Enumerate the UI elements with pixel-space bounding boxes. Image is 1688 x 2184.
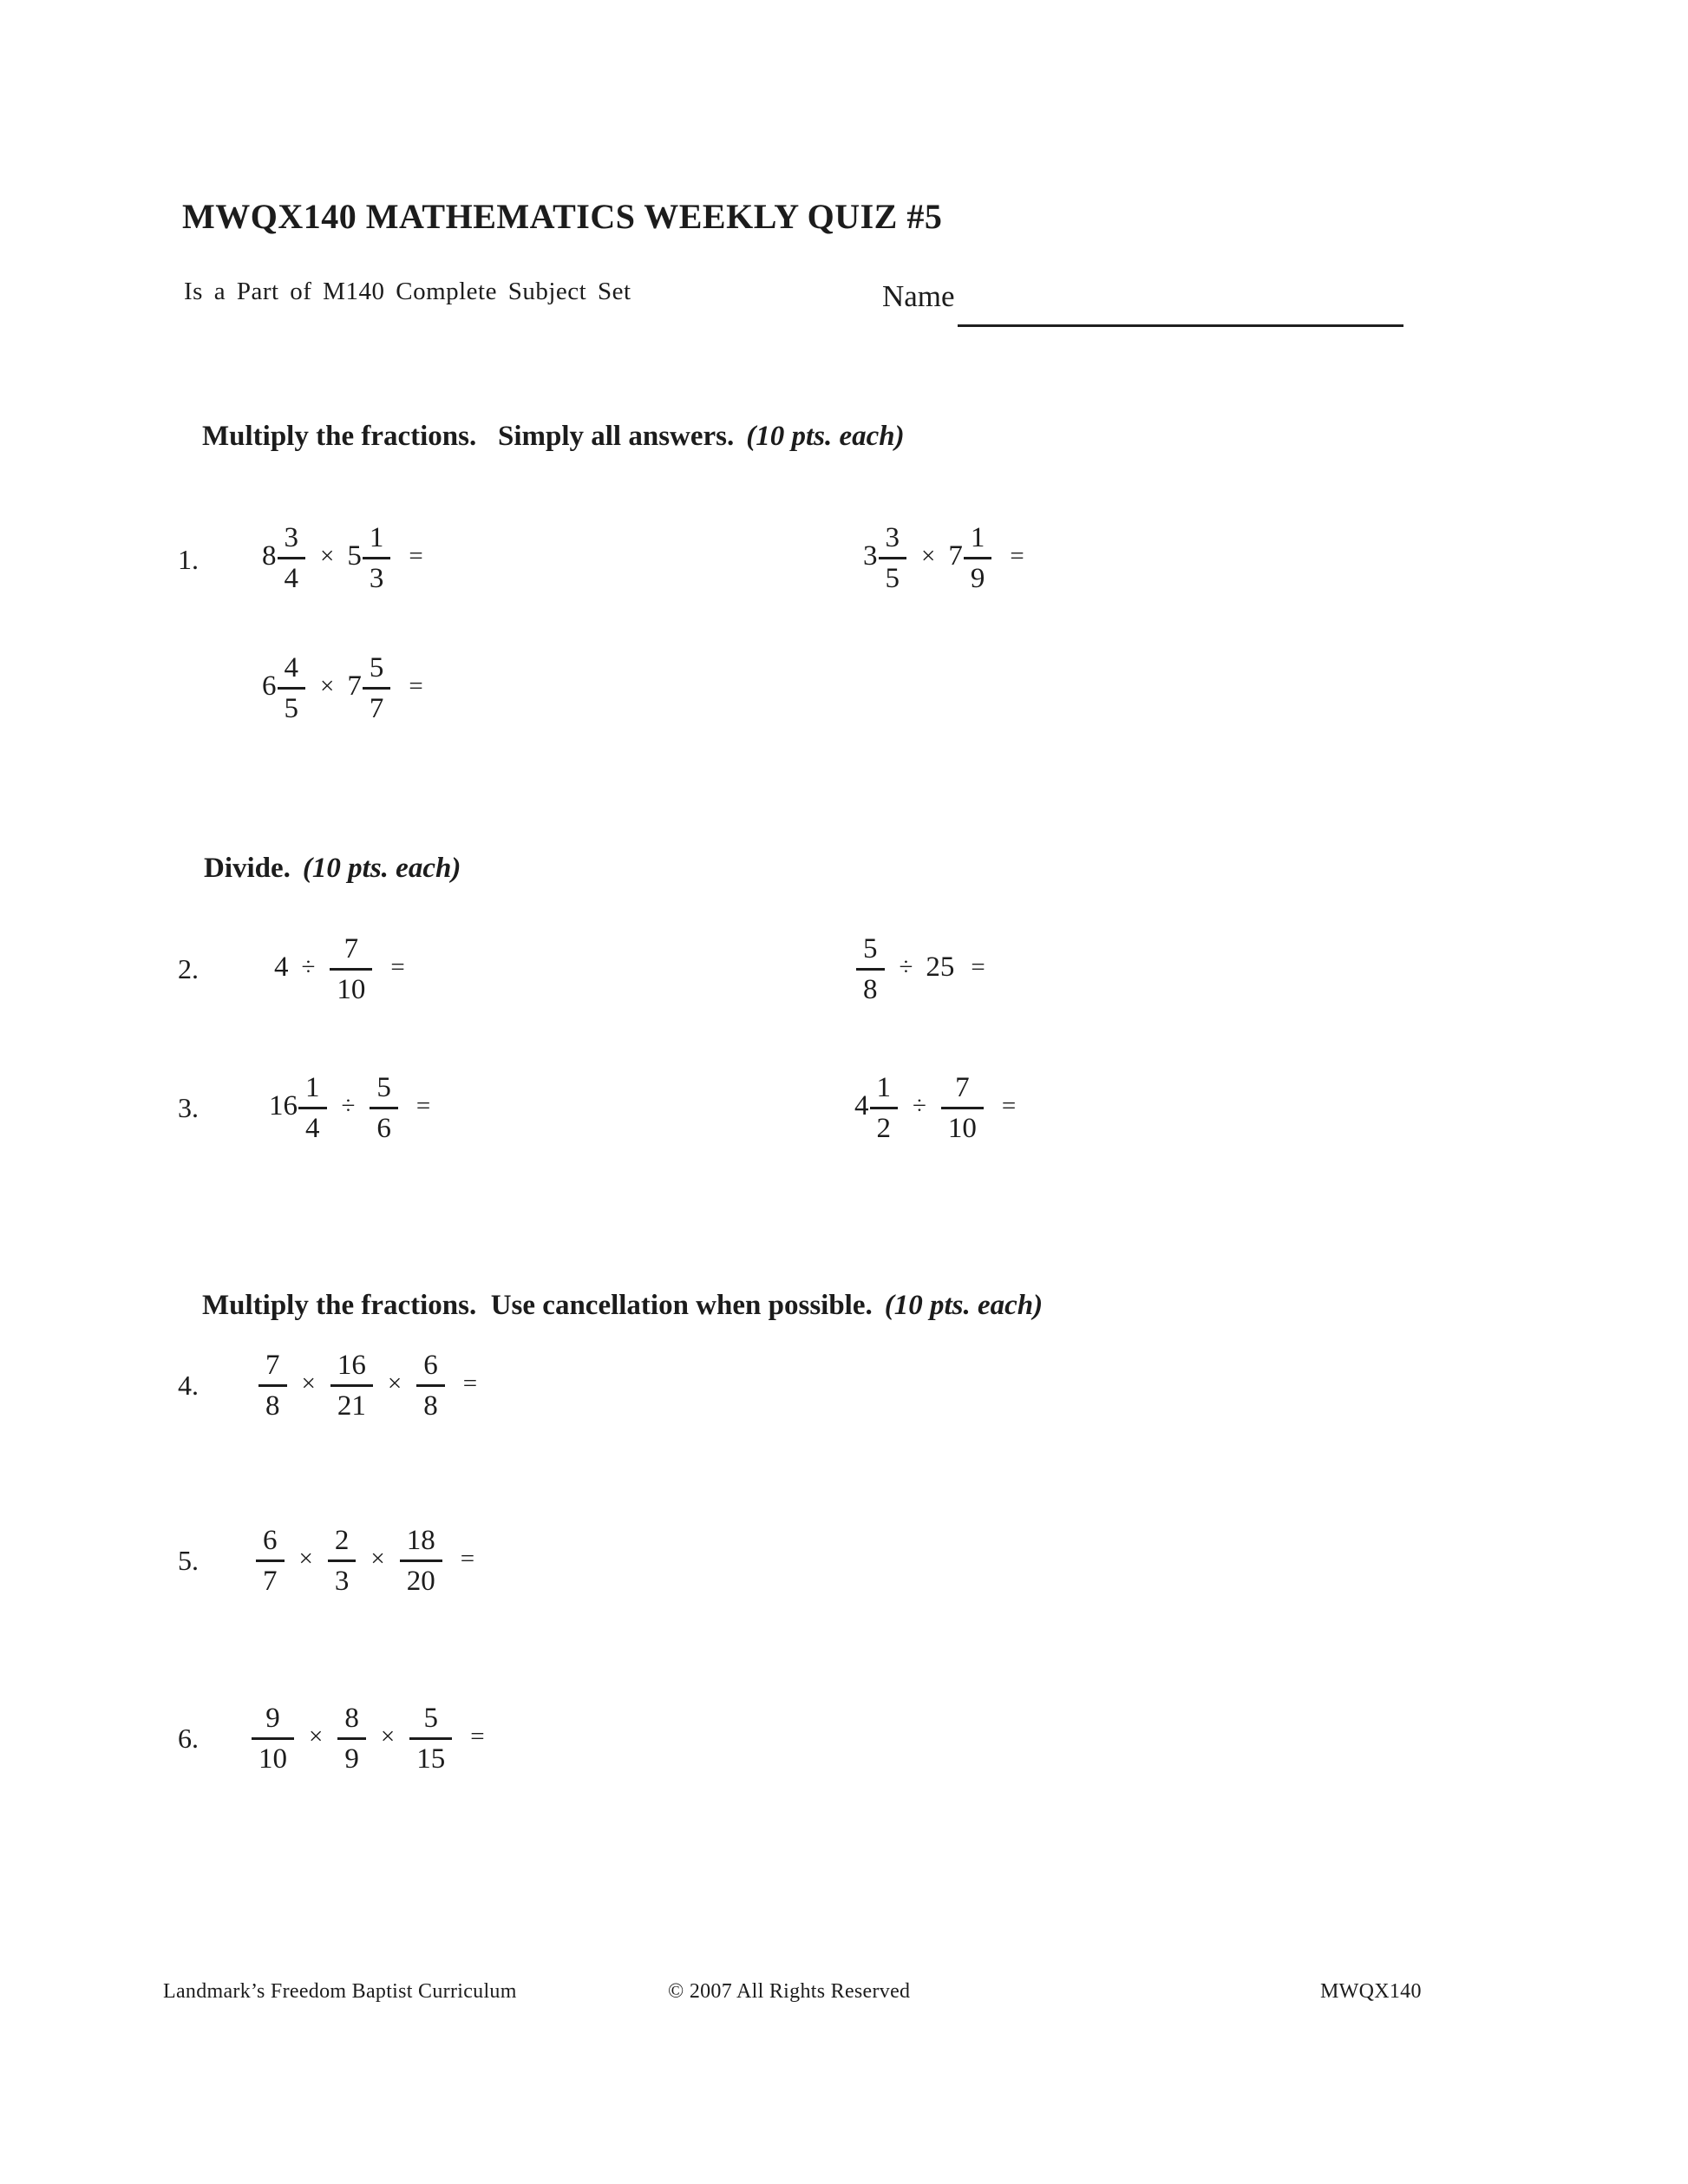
- fraction-denominator: 21: [330, 1384, 373, 1422]
- fraction-numerator: 3: [284, 522, 298, 553]
- fraction-numerator: 1: [970, 522, 985, 553]
- fraction: [363, 523, 391, 593]
- problem-1-expression-left: [262, 523, 429, 593]
- fraction-denominator: 15: [409, 1737, 452, 1775]
- fraction: [363, 653, 391, 723]
- problem-number-2: 2.: [178, 953, 199, 984]
- problem-number-5: 5.: [178, 1545, 199, 1576]
- multiply-sign: ×: [370, 1545, 385, 1573]
- fraction-numerator: 7: [955, 1072, 970, 1103]
- quiz-title: MWQX140 MATHEMATICS WEEKLY QUIZ #5: [182, 197, 943, 236]
- multiply-sign: ×: [921, 542, 936, 571]
- fraction: [298, 1073, 327, 1143]
- problem-number-6: 6.: [178, 1723, 199, 1754]
- problem-6-expression: [250, 1703, 490, 1774]
- problem-number-1: 1.: [178, 544, 199, 575]
- fraction-denominator: 2: [870, 1107, 899, 1144]
- fraction-denominator: 9: [964, 557, 992, 594]
- equals-sign: =: [409, 542, 423, 571]
- divide-sign: ÷: [913, 1092, 926, 1121]
- problem-1-expression-right: [863, 523, 1030, 593]
- fraction-denominator: 8: [856, 968, 885, 1005]
- fraction-denominator: 7: [256, 1560, 285, 1597]
- fraction: [879, 523, 907, 593]
- fraction: [337, 1703, 366, 1774]
- divide-sign: ÷: [341, 1092, 356, 1121]
- fraction-numerator: 1: [369, 522, 384, 553]
- whole-number: 25: [926, 951, 955, 984]
- fraction-denominator: 3: [363, 557, 391, 594]
- problem-number-4: 4.: [178, 1370, 199, 1401]
- equals-sign: =: [1001, 1092, 1017, 1121]
- fraction-denominator: 10: [330, 968, 372, 1005]
- section-points: (10 pts. each): [746, 421, 905, 452]
- problem-2-expression-left: [274, 934, 410, 1004]
- footer-publisher: Landmark’s Freedom Baptist Curriculum: [163, 1980, 517, 2003]
- equals-sign: =: [1010, 542, 1024, 571]
- fraction-numerator: 9: [265, 1703, 280, 1734]
- problem-4-expression: [257, 1350, 482, 1421]
- fraction: [416, 1350, 445, 1421]
- fraction-numerator: 3: [885, 522, 900, 553]
- fraction-numerator: 8: [344, 1703, 359, 1734]
- section-header-divide: [175, 821, 461, 917]
- section-label: Divide.: [204, 853, 291, 884]
- fraction: [258, 1350, 287, 1421]
- fraction: [400, 1526, 442, 1596]
- fraction-numerator: 6: [263, 1525, 278, 1556]
- problem-number-3: 3.: [178, 1092, 199, 1123]
- equals-sign: =: [409, 672, 423, 701]
- fraction-denominator: 10: [252, 1737, 294, 1775]
- fraction-denominator: 9: [337, 1737, 366, 1775]
- equals-sign: =: [390, 953, 405, 982]
- multiply-sign: ×: [309, 1723, 324, 1751]
- problem-5-expression: [254, 1526, 480, 1596]
- fraction-denominator: 7: [363, 687, 391, 724]
- fraction-denominator: 8: [416, 1384, 445, 1422]
- fraction-denominator: 5: [879, 557, 907, 594]
- multiply-sign: ×: [298, 1545, 313, 1573]
- fraction: [278, 653, 306, 723]
- fraction-denominator: 6: [370, 1107, 398, 1144]
- problem-2-expression-right: [854, 934, 991, 1004]
- equals-sign: =: [415, 1092, 431, 1121]
- multiply-sign: ×: [387, 1370, 402, 1398]
- whole-number: 7: [948, 540, 963, 572]
- fraction: [941, 1073, 984, 1143]
- multiply-sign: ×: [380, 1723, 396, 1751]
- fraction-denominator: 4: [278, 557, 306, 594]
- fraction-denominator: 3: [328, 1560, 357, 1597]
- fraction-numerator: 1: [876, 1072, 891, 1103]
- multiply-sign: ×: [320, 672, 335, 701]
- fraction-numerator: 4: [284, 652, 298, 683]
- equals-sign: =: [460, 1545, 475, 1573]
- problem-1-expression-second: [262, 653, 429, 723]
- fraction-numerator: 7: [343, 933, 359, 964]
- fraction: [330, 1350, 373, 1421]
- fraction: [252, 1703, 294, 1774]
- name-label: Name: [882, 279, 955, 313]
- name-blank-line: [958, 324, 1403, 327]
- multiply-sign: ×: [320, 542, 335, 571]
- fraction-denominator: 4: [298, 1107, 327, 1144]
- divide-sign: ÷: [301, 953, 316, 982]
- fraction-numerator: 5: [863, 933, 878, 964]
- fraction: [330, 934, 372, 1004]
- fraction-denominator: 10: [941, 1107, 984, 1144]
- problem-3-expression-left: [269, 1073, 435, 1143]
- fraction-denominator: 8: [258, 1384, 287, 1422]
- fraction: [256, 1526, 285, 1596]
- equals-sign: =: [470, 1723, 485, 1751]
- fraction-numerator: 5: [423, 1703, 438, 1734]
- fraction: [278, 523, 306, 593]
- whole-number: 4: [274, 951, 289, 984]
- section-points: (10 pts. each): [884, 1290, 1044, 1321]
- whole-number: 5: [347, 540, 362, 572]
- section-header-multiply-simplify: [173, 389, 905, 485]
- multiply-sign: ×: [301, 1370, 316, 1398]
- fraction-numerator: 16: [337, 1350, 366, 1381]
- fraction-numerator: 2: [334, 1525, 350, 1556]
- whole-number: 3: [863, 540, 878, 572]
- footer-copyright: © 2007 All Rights Reserved: [668, 1980, 911, 2003]
- fraction-numerator: 5: [369, 652, 384, 683]
- fraction-numerator: 18: [406, 1525, 435, 1556]
- whole-number: 6: [262, 670, 277, 703]
- fraction-numerator: 1: [305, 1072, 320, 1103]
- equals-sign: =: [971, 953, 985, 982]
- section-label: Multiply the fractions. Use cancellation when possible.: [202, 1290, 873, 1321]
- fraction-denominator: 20: [400, 1560, 442, 1597]
- fraction: [370, 1073, 398, 1143]
- whole-number: 7: [347, 670, 362, 703]
- quiz-subtitle: Is a Part of M140 Complete Subject Set: [184, 278, 631, 305]
- divide-sign: ÷: [899, 953, 913, 982]
- whole-number: 16: [269, 1090, 298, 1122]
- whole-number: 8: [262, 540, 277, 572]
- section-header-multiply-cancel: [173, 1258, 1043, 1354]
- fraction: [856, 934, 885, 1004]
- section-points: (10 pts. each): [302, 853, 461, 884]
- problem-3-expression-right: [854, 1073, 1021, 1143]
- whole-number: 4: [854, 1090, 869, 1122]
- fraction: [409, 1703, 452, 1774]
- fraction: [328, 1526, 357, 1596]
- footer-code: MWQX140: [1320, 1980, 1422, 2003]
- fraction-numerator: 6: [423, 1350, 438, 1381]
- fraction-numerator: 7: [265, 1350, 280, 1381]
- fraction: [964, 523, 992, 593]
- fraction-denominator: 5: [278, 687, 306, 724]
- equals-sign: =: [462, 1370, 478, 1398]
- fraction: [870, 1073, 899, 1143]
- section-label: Multiply the fractions. Simply all answers.: [202, 421, 735, 452]
- fraction-numerator: 5: [376, 1072, 391, 1103]
